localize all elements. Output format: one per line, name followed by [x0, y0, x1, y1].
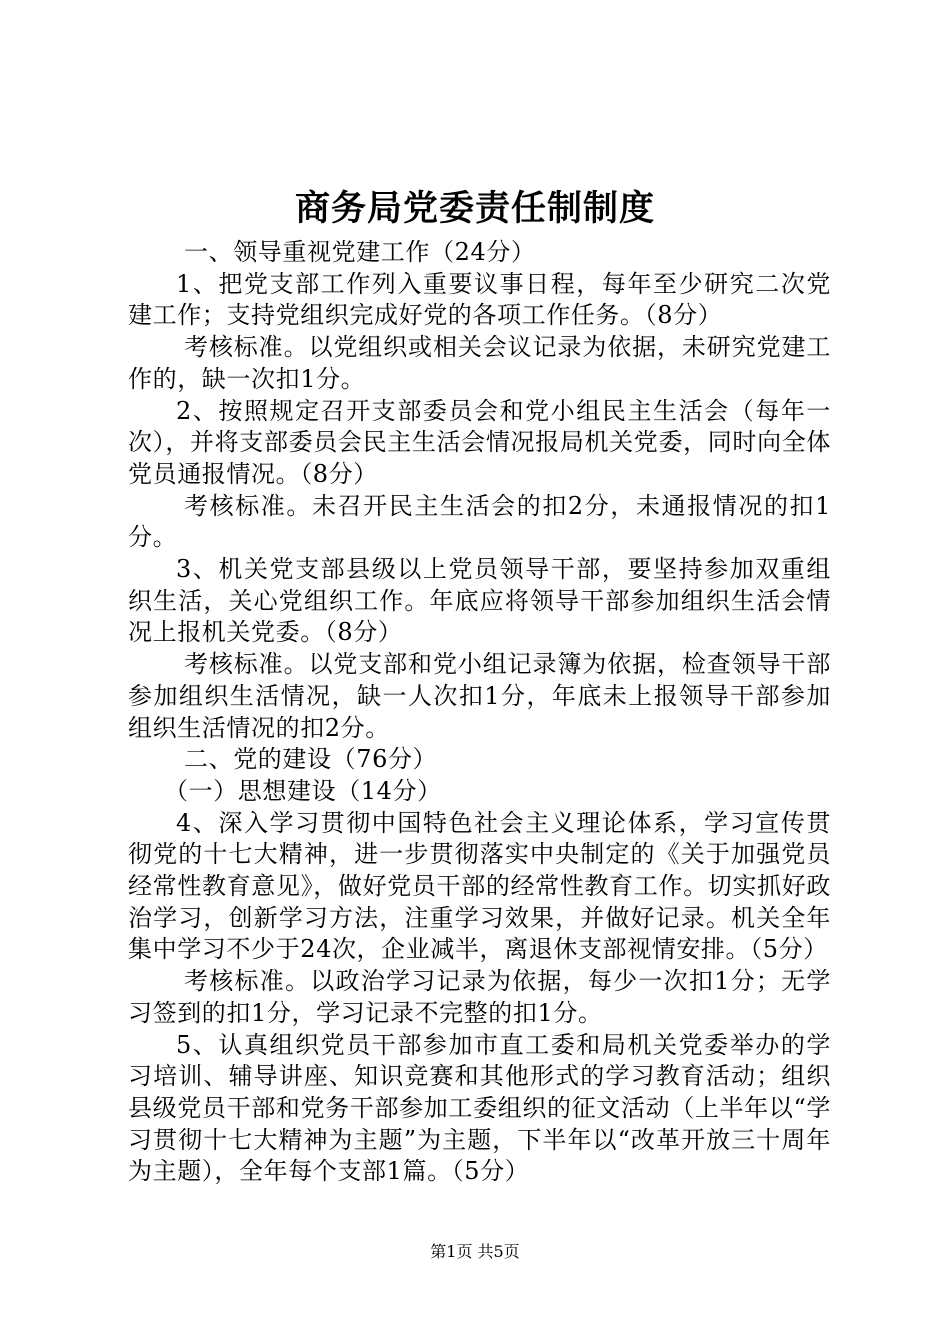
paragraph: 3、机关党支部县级以上党员领导干部，要坚持参加双重组织生活，关心党组织工作。年底应将领导干部参加组织生活会情况上报机关党委。（8分）: [128, 555, 831, 647]
paragraph: 1、把党支部工作列入重要议事日程，每年至少研究二次党建工作；支持党组织完成好党的各项工作任务。（8分）: [128, 269, 831, 330]
page-footer: 第1页 共5页: [430, 1242, 520, 1261]
assessment-standard: 考核标准。以党组织或相关会议记录为依据，未研究党建工作的，缺一次扣1分。: [128, 333, 831, 393]
document-body: [128, 237, 831, 1188]
section-heading: 一、领导重视党建工作（24分）: [184, 238, 536, 266]
section-heading: 二、党的建设（76分）: [184, 745, 438, 774]
paragraph: 2、按照规定召开支部委员会和党小组民主生活会（每年一次），并将支部委员会民主生活会情况报局机关党委，同时向全体党员通报情况。（8分）: [128, 396, 831, 488]
assessment-standard: 考核标准。未召开民主生活会的扣2分，未通报情况的扣1分。: [128, 491, 831, 552]
assessment-standard: 考核标准。以政治学习记录为依据，每少一次扣1分；无学习签到的扣1分，学习记录不完整的扣1分。: [128, 967, 831, 1027]
assessment-standard: 考核标准。以党支部和党小组记录簿为依据，检查领导干部参加组织生活情况，缺一人次扣1分，年底未上报领导干部参加组织生活情况的扣2分。: [128, 650, 831, 742]
document-title: 商务局党委责任制制度: [294, 188, 655, 229]
paragraph: 5、认真组织党员干部参加市直工委和局机关党委举办的学习培训、辅导讲座、知识竞赛和其他形式的学习教育活动；组织县级党员干部和党务干部参加工委组织的征文活动（上半年以“学习贯彻十七大精神为主题”为主题，下半年以“改革开放三十周年为主题），全年每个支部1篇。（5分）: [128, 1030, 831, 1186]
paragraph: 4、深入学习贯彻中国特色社会主义理论体系，学习宣传贯彻党的十七大精神，进一步贯彻落实中央制定的《关于加强党员经常性教育意见》，做好党员干部的经常性教育工作。切实抓好政治学习，创新学习方法，注重学习效果，并做好记录。机关全年集中学习不少于24次，企业减半，离退休支部视情安排。（5分）: [128, 808, 831, 964]
subsection-heading: （一）思想建设（14分）: [164, 776, 442, 805]
